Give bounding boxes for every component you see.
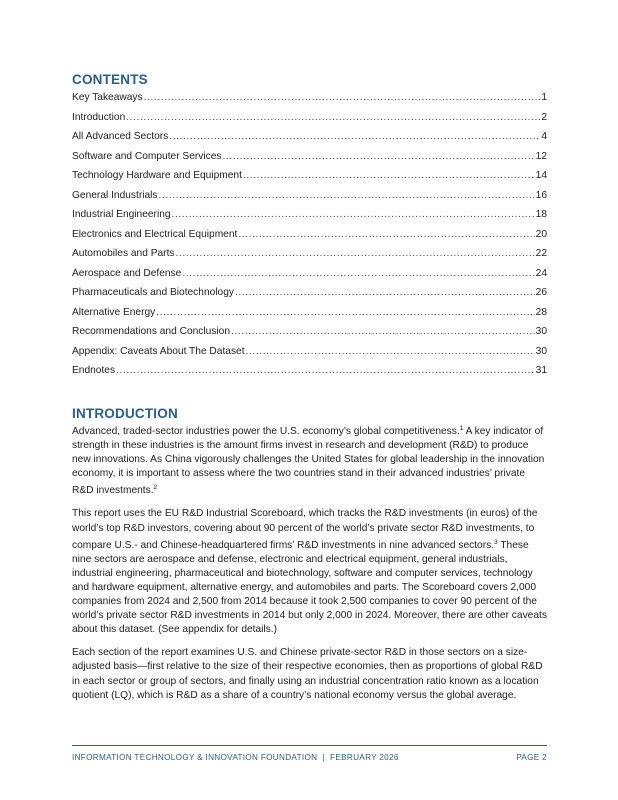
- toc-entry-page: 30: [535, 326, 547, 337]
- toc-leader-dots: [238, 228, 534, 241]
- toc-leader-dots: [156, 306, 534, 319]
- footer-page-number: PAGE 2: [516, 753, 547, 762]
- toc-entry-title: Alternative Energy: [72, 306, 156, 318]
- table-of-contents: [72, 91, 547, 384]
- introduction-paragraph: Each section of the report examines U.S. and Chinese private-sector R&D in those sectors on a size-adjusted basis—first relative to the size of their respective economies, then as proportions of global R&D in each sector or group of sectors, and finally using an industrial concentration ratio known as a location quotient (LQ), which is R&D as a share of a country’s national economy versus the global average.: [72, 647, 543, 701]
- introduction-paragraph: [72, 422, 547, 498]
- toc-entry[interactable]: [72, 208, 547, 228]
- footer-publisher: INFORMATION TECHNOLOGY & INNOVATION FOUNDATION | FEBRUARY 2026: [72, 753, 399, 762]
- toc-leader-dots: [176, 247, 535, 260]
- toc-leader-dots: [172, 208, 535, 221]
- toc-entry[interactable]: [72, 247, 547, 267]
- toc-entry-page: 12: [535, 150, 547, 162]
- introduction-heading: INTRODUCTION: [72, 406, 178, 421]
- toc-leader-dots: [223, 150, 535, 163]
- footer-divider: [72, 745, 547, 746]
- toc-entry-title: Electronics and Electrical Equipment: [72, 228, 238, 240]
- introduction-body: [72, 422, 547, 712]
- toc-entry-title: Recommendations and Conclusion: [72, 326, 230, 337]
- toc-leader-dots: [169, 130, 540, 143]
- toc-entry-page: 16: [535, 189, 547, 201]
- contents-heading: CONTENTS: [72, 72, 148, 87]
- toc-entry-title: Appendix: Caveats About The Dataset: [72, 345, 245, 357]
- toc-entry-page: 1: [541, 92, 547, 103]
- toc-entry-title: Industrial Engineering: [72, 209, 171, 220]
- toc-entry-title: General Industrials: [72, 189, 158, 201]
- paragraph-text: A key indicator of strength in these industries is the amount firms invest in research and development (R&D) to produce new innovations. As China vigorously challenges the United States for global leadership in the innovation economy, it is important to assess where the two countries stand in their advanced industries’ private R&D investments.: [72, 426, 545, 497]
- toc-entry[interactable]: [72, 325, 547, 345]
- toc-entry-title: Key Takeaways: [72, 92, 143, 103]
- toc-leader-dots: [182, 267, 534, 280]
- toc-entry-title: Endnotes: [72, 365, 116, 376]
- toc-entry-title: Technology Hardware and Equipment: [72, 170, 242, 181]
- toc-leader-dots: [235, 286, 535, 299]
- paragraph-text: Advanced, traded-sector industries power the U.S. economy’s global competitiveness.: [72, 426, 460, 437]
- toc-entry[interactable]: [72, 130, 547, 150]
- introduction-paragraph: [72, 507, 547, 637]
- toc-entry[interactable]: [72, 267, 547, 287]
- page-footer: [72, 753, 547, 762]
- toc-entry[interactable]: [72, 111, 547, 131]
- toc-entry-title: Software and Computer Services: [72, 150, 222, 162]
- endnote-ref-1[interactable]: 1: [459, 425, 464, 432]
- toc-entry[interactable]: [72, 364, 547, 384]
- paragraph-text: This report uses the EU R&D Industrial Scoreboard, which tracks the R&D investments (in euros) of the world’s top R&D investors, covering about 90 percent of the world’s private sector R&D investments, to compare U.S.- and Chinese-headquartered firms’ R&D investments in nine advanced sectors.: [72, 508, 538, 551]
- toc-entry[interactable]: [72, 345, 547, 365]
- toc-entry[interactable]: [72, 169, 547, 189]
- toc-entry-page: 14: [535, 170, 547, 181]
- toc-entry[interactable]: [72, 150, 547, 170]
- toc-entry-page: 24: [535, 267, 547, 279]
- toc-entry-page: 20: [535, 228, 547, 240]
- toc-entry[interactable]: [72, 286, 547, 306]
- toc-entry[interactable]: [72, 306, 547, 326]
- toc-entry-title: Pharmaceuticals and Biotechnology: [72, 287, 234, 298]
- toc-leader-dots: [246, 345, 535, 358]
- toc-entry[interactable]: [72, 91, 547, 111]
- endnote-ref-2[interactable]: 2: [153, 484, 158, 492]
- toc-entry[interactable]: [72, 189, 547, 209]
- toc-leader-dots: [243, 169, 535, 182]
- toc-entry-title: Automobiles and Parts: [72, 248, 175, 259]
- toc-entry-page: 18: [535, 209, 547, 220]
- toc-entry-page: 30: [535, 345, 547, 357]
- toc-entry[interactable]: [72, 228, 547, 248]
- toc-entry-page: 22: [535, 248, 547, 259]
- endnote-ref-3[interactable]: 3: [494, 538, 498, 546]
- toc-entry-title: Aerospace and Defense: [72, 267, 182, 279]
- toc-leader-dots: [144, 91, 541, 104]
- toc-leader-dots: [231, 325, 535, 338]
- toc-leader-dots: [116, 364, 535, 377]
- toc-leader-dots: [159, 189, 535, 202]
- toc-entry-page: 2: [541, 111, 547, 123]
- toc-entry-title: Introduction: [72, 111, 126, 123]
- toc-leader-dots: [126, 111, 540, 124]
- paragraph-text: These nine sectors are aerospace and defense, electronic and electrical equipment, general industrials, industrial engineering, pharmaceutical and biotechnology, software and computer services, technology and hardware equipment, alternative energy, and automobiles and parts. The Scoreboard covers 2,000 companies from 2024 and 2,500 from 2014 because it took 2,500 companies to cover 90 percent of the world’s private sector R&D investments in 2014 but only 2,000 in 2024. Moreover, there are other caveats about this dataset. (See appendix for details.): [72, 539, 547, 636]
- toc-entry-page: 28: [535, 306, 547, 318]
- toc-entry-page: 31: [535, 365, 547, 376]
- toc-entry-page: 26: [535, 287, 547, 298]
- toc-entry-title: All Advanced Sectors: [72, 131, 169, 142]
- toc-entry-page: 4: [541, 131, 547, 142]
